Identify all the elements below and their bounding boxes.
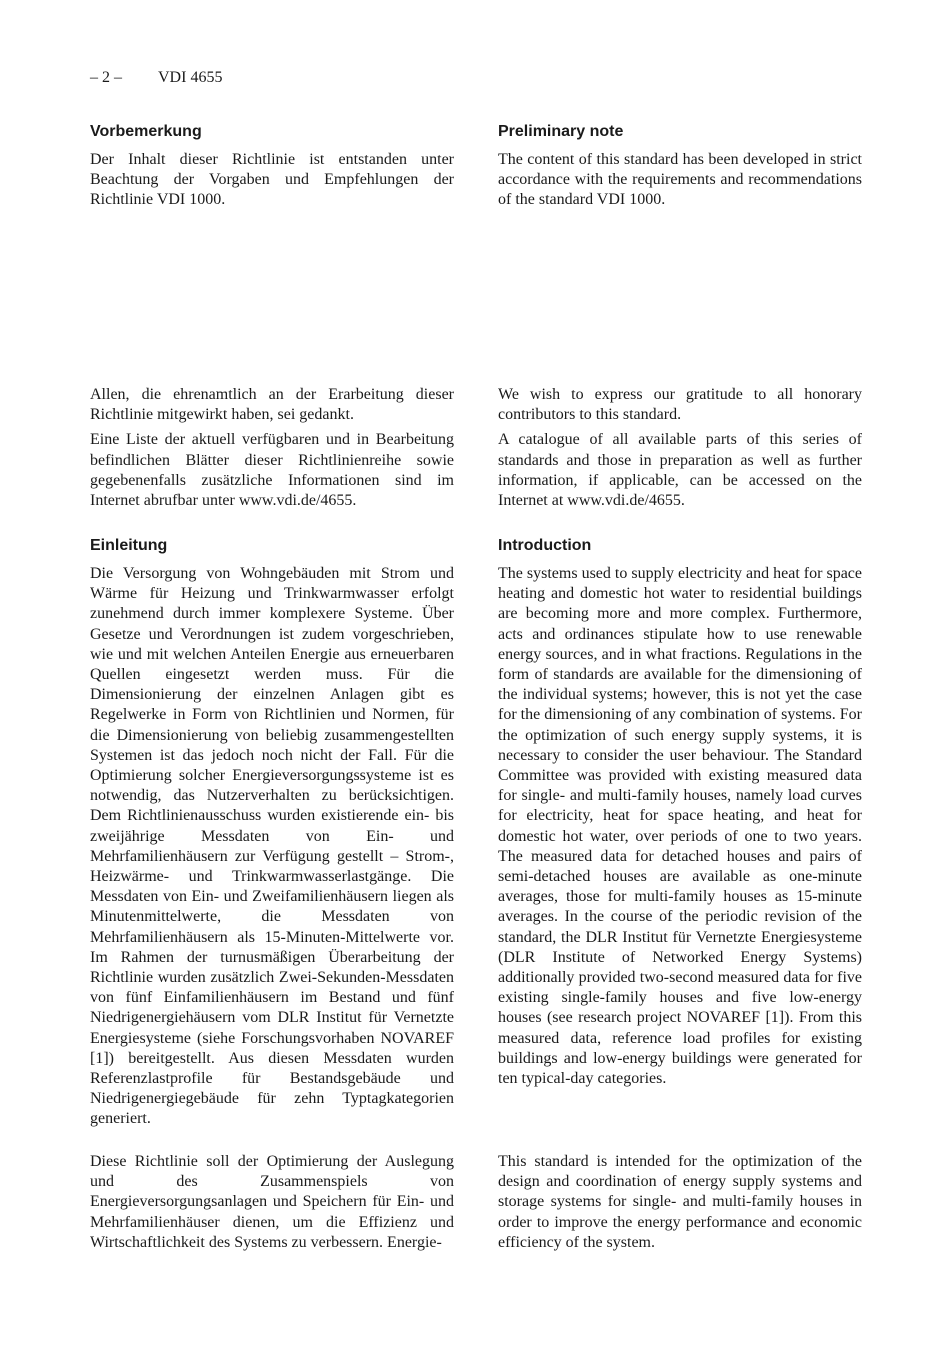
introduction-heading-de: Einleitung — [90, 537, 168, 554]
introduction-heading-en: Introduction — [498, 537, 592, 554]
introduction-para2-de: Diese Richtlinie soll der Optimierung der Auslegung und des Zusammenspiels von Energieversorgungsanlagen und Speichern für Ein- und Mehrfamilienhäuser dienen, um die Effizienz und Wirtschaftlichkeit des Systems zu verbessern. Energie- — [90, 1153, 454, 1251]
preface-de — [90, 122, 454, 211]
purpose-en — [498, 1152, 862, 1253]
preface-en — [498, 122, 862, 211]
introduction-de — [90, 536, 454, 1130]
preface-heading-en: Preliminary note — [498, 123, 624, 140]
purpose-de — [90, 1152, 454, 1253]
introduction-para2-en: This standard is intended for the optimization of the design and coordination of energy supply systems and storage systems for single- and multi-family houses in order to improve the energy performance and economic efficiency of the system. — [498, 1153, 862, 1251]
preface-text-en: The content of this standard has been developed in strict accordance with the requirements and recommendations of the standard VDI 1000. — [498, 151, 862, 209]
introduction-para1-en: The systems used to supply electricity and heat for space heating and domestic hot water to residential buildings are becoming more and more complex. Furthermore, acts and ordinances stipulate how to use renewable energy sources, and in what fractions. Regulations in the form of standards are available for the dimensioning of the individual systems; however, this is not yet the case for the dimensioning of any combination of systems. For the optimization of such energy supply systems, it is necessary to consider the user behaviour. The Standard Committee was provided with existing measured data for single- and multi-family houses, namely load curves for electricity, heat for space heating, and heat for domestic hot water, over periods of one to two years. The measured data for detached houses and pairs of semi-detached houses are available as one-minute averages, those for multi-family houses as 15-minute averages. In the course of the periodic revision of the standard, the DLR Institut für Vernetzte Energiesysteme (DLR Institute of Networked Energy Systems) additionally provided two-second measured data for five existing single-family houses and five low-energy houses (see research project NOVAREF [1]). From this measured data, reference load profiles for existing buildings and low-energy buildings were generated for ten typical-day categories. — [498, 565, 862, 1088]
acknowledgements-en — [498, 385, 862, 511]
acknowledgements-de — [90, 385, 454, 511]
introduction-para1-de: Die Versorgung von Wohngebäuden mit Strom und Wärme für Heizung und Trinkwarmwasser erfolgt zunehmend durch immer komplexere Systeme. Über Gesetze und Verordnungen ist zudem vorgeschrieben, wie und mit welchen Anteilen Energie aus erneuerbaren Quellen eingesetzt werden muss. Für die Dimensionierung der einzelnen Anlagen gibt es Regelwerke in Form von Richtlinien und Normen, für die Dimensionierung von beliebig zusammengestellten Systemen ist das jedoch noch nicht der Fall. Für die Optimierung solcher Energieversorgungssysteme ist es notwendig, das Nutzerverhalten zu berücksichtigen. Dem Richtlinienausschuss wurden existierende ein- bis zweijährige Messdaten von Ein- und Mehrfamilienhäusern zur Verfügung gestellt – Strom-, Heizwärme- und Trinkwarmwasserlastgänge. Die Messdaten von Ein- und Zweifamilienhäusern liegen als Minutenmittelwerte, die Messdaten von Mehrfamilienhäusern als 15-Minuten-Mittelwerte vor. Im Rahmen der turnusmäßigen Überarbeitung der Richtlinie wurden zusätzlich Zwei-Sekunden-Messdaten von fünf Einfamilienhäusern im Bestand und fünf Niedrigenergiehäusern vom DLR Institut für Vernetzte Energiesysteme (siehe Forschungsvorhaben NOVAREF [1]) bereitgestellt. Aus diesen Messdaten wurden Referenzlastprofile für Bestandsgebäude und Niedrigenergiegebäude für zehn Typtagkategorien generiert. — [90, 565, 454, 1128]
page-number: – 2 – — [90, 69, 122, 86]
page-header — [90, 68, 222, 88]
preface-heading-de: Vorbemerkung — [90, 123, 202, 140]
thanks-text-en: We wish to express our gratitude to all honorary contributors to this standard. — [498, 386, 862, 424]
catalogue-text-de: Eine Liste der aktuell verfügbaren und in Bearbeitung befindlichen Blätter dieser Richtlinienreihe sowie gegebenenfalls zusätzliche Informationen sind im Internet abrufbar unter www.vdi.de/4655. — [90, 431, 454, 510]
catalogue-text-en: A catalogue of all available parts of this series of standards and those in preparation as well as further information, if applicable, can be accessed on the Internet at www.vdi.de/4655. — [498, 431, 862, 510]
document-id: VDI 4655 — [158, 69, 223, 86]
thanks-text-de: Allen, die ehrenamtlich an der Erarbeitung dieser Richtlinie mitgewirkt haben, sei gedankt. — [90, 386, 454, 424]
introduction-en — [498, 536, 862, 1089]
preface-text-de: Der Inhalt dieser Richtlinie ist entstanden unter Beachtung der Vorgaben und Empfehlungen der Richtlinie VDI 1000. — [90, 151, 454, 209]
